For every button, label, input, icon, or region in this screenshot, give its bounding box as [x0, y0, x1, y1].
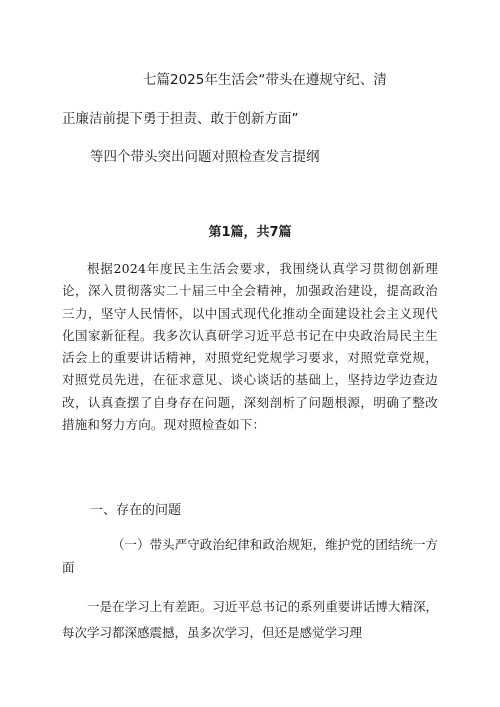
intro-paragraph: 根据2024年度民主生活会要求，我围绕认真学习贯彻创新理论，深入贯彻落实二十届三中全会精神，加强政治建设，提高政治三力，坚守人民情怀，以中国式现代化推动全面建设社会主义现代化国家新征程。我多次认真研学习近平总书记在中央政治局民主生活会上的重要讲话精神，对照党纪党规学习要求，对照党章党规，对照党员先进，在征求意见、谈心谈话的基础上，坚持边学边查边改，认真查摆了自身存在问题，深刻剖析了问题根源，明确了整改措施和努力方向。现对照检查如下： [62, 261, 438, 433]
point-study-gap: 一是在学习上有差距。习近平总书记的系列重要讲话博大精深，每次学习都深感震撼，虽多次学习，但还是感觉学习理 [62, 599, 438, 640]
subheading-political-discipline: （一）带头严守政治纪律和政治规矩，维护党的团结统一方面 [62, 537, 438, 575]
document-title-line-3: 等四个带头突出问题对照检查发言提纲 [90, 149, 320, 165]
document-title-line-2: 正廉洁前提下勇于担责、敢于创新方面” [62, 111, 299, 127]
document-title-line-1: 七篇2025年生活会“带头在遵规守纪、清 [143, 72, 387, 88]
heading-existing-problems: 一、存在的问题 [90, 503, 182, 518]
section-number: 第1篇，共7篇 [208, 225, 292, 240]
